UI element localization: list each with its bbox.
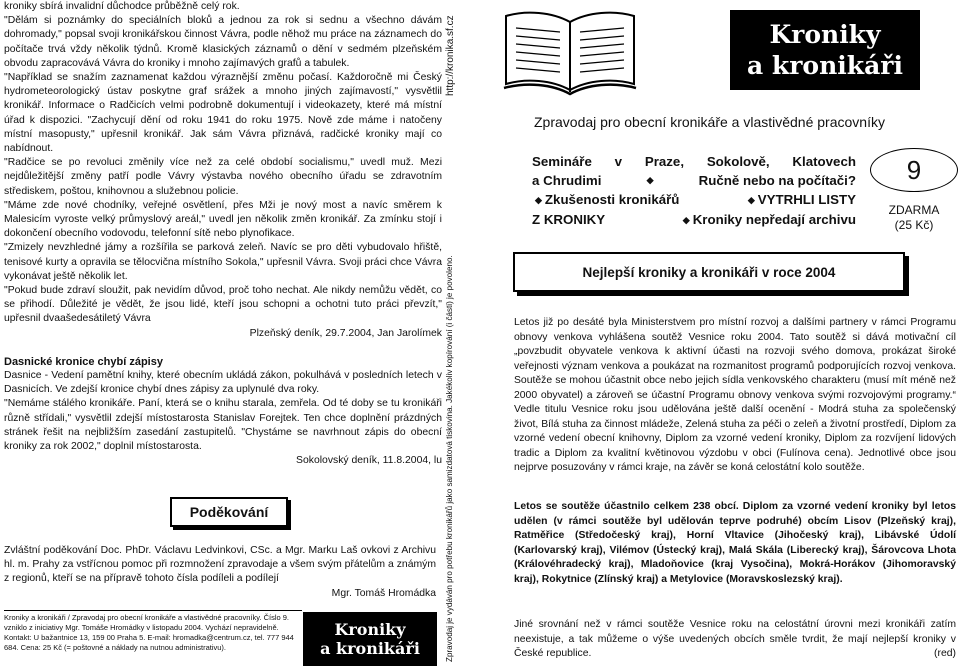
article-paragraph: "Zmizely nevzhledné jámy a rozšířila se parková zeleň. Navíc se pro děti vybudovalo hřiště, tenisové kurty a opravila se tělocvična místního Sokola," upřesnil Vávra. Svoji práci chce Vávra vykonávat ještě několik let.: [4, 242, 442, 282]
price-free: ZDARMA: [888, 203, 940, 217]
article-signature: (red): [934, 648, 956, 659]
article-paragraph: "Máme zde nové chodníky, veřejné osvětlení, přes Mži je nový most a navíc směrem k Malesicím vyroste velký průmyslový areál," uvedl jen několik změn kronikář. Za zmínku stojí i dokončení obecního vodovodu, telefonní sítě nebo plynofikace.: [4, 199, 442, 240]
open-book-icon: [500, 4, 640, 100]
article-paragraph: [514, 618, 956, 662]
topic-text: Sokolově,: [706, 154, 770, 169]
topic-text: v: [614, 154, 623, 169]
article-paragraph: Dasnice - Vedení pamětní knihy, které obecním ukládá zákon, pokulhává v posledních letech v Dasnicích. Ve zdejší kronice chybí dnes zápisy za uplynulé dva roky.: [4, 370, 442, 396]
article-text: Jiné srovnání než v rámci soutěže Vesnice roku na celostátní úrovni mezi kronikáři zatím neexistuje, a tak můžeme o výše uvedených obcích směle tvrdit, že mají nejlepší kroniky v České republice.: [514, 619, 956, 659]
article-paragraph: "Radčice se po revoluci změnily více než za celé období socialismu," uvedl muž. Mezi nejdůležitější změny patří podle Vávry výstavba nového obecního úřadu se zdravotním střediskem, poštou, knihovnou a služebnou policie.: [4, 157, 442, 197]
masthead-logo: [730, 10, 920, 90]
contents-row: [532, 171, 856, 190]
masthead-subtitle: Zpravodaj pro obecní kronikáře a vlastivědné pracovníky: [534, 114, 885, 130]
topic-text: Klatovech: [792, 154, 856, 169]
small-logo-line1: Kroniky: [334, 620, 406, 639]
thanks-section: [4, 544, 436, 601]
website-url: http://kronika.sf.cz: [445, 15, 456, 96]
topic-text: Praze,: [644, 154, 685, 169]
issue-number-text: 9: [906, 154, 922, 185]
logo-line1: Kroniky: [769, 20, 881, 49]
section-title: Dasnické kronice chybí zápisy: [4, 355, 163, 368]
price-label: [870, 203, 958, 233]
thanks-text: Zvláštní poděkování Doc. PhDr. Václavu Ledvinkovi, CSc. a Mgr. Marku Laš ovkovi z Archivu hl. m. Prahy za vstřícnou pomoc při rozmnožení zpravodaje a všem svým přátelům a známým z regionů, kteří se na přípravě tohoto čísla podíleli a podílejí: [4, 545, 436, 585]
article-intro: kroniky sbírá invalidní důchodce průběžně celý rok.: [4, 1, 240, 12]
article-paragraph: "Pokud bude zdraví sloužit, pak nevidím důvod, proč toho nechat. Ale nikdy nemůžu vědět, co se přihodí. Důležité je vědět, že jsou lidé, kteří jsou schopni a ochotni tuto práci převzít," upřesnil dvaašedesátiletý Vávra: [4, 285, 442, 325]
article-paragraph: "Nemáme stálého kronikáře. Paní, která se o knihu starala, zemřela. Od té doby se tu kronikáři různě střídali," vysvětlil zdejší místostarosta Stanislav Forejtek. Ten chce doplnění prázdných stránek řešit na nejbližším zasedání zastupitelů. "Chystáme se navrhnout zápis do obecní kroniky za rok 2002," doplnil místostarosta.: [4, 398, 442, 453]
topic-text: Z KRONIKY: [532, 211, 606, 227]
contents-row: [532, 210, 856, 230]
logo-line2: a kronikáři: [747, 51, 903, 80]
headline: Nejlepší kroniky a kronikáři v roce 2004: [582, 264, 836, 280]
topic-text: Semináře: [532, 154, 592, 169]
contents-list: [532, 152, 856, 230]
topic-text: Ručně nebo na počítači?: [698, 173, 856, 188]
article-paragraph: "Dělám si poznámky do speciálních bloků a jednou za rok si sednu a všechno dávám dohromady," popsal svoji kronikářskou činnost Vávra, podle něhož mu práce na záznamech do počítače trvá vždy několik týdnů. Kromě klasických záznamů o dění v sedmém plzeňském obvodu zapracovává Vávra do kroniky i mnoho zajímavých grafů a tabulek.: [4, 15, 442, 69]
diamond-bullet-icon: ◆: [682, 214, 690, 225]
small-logo-line2: a kronikáři: [320, 639, 420, 658]
article-paragraph: Letos již po desáté byla Ministerstvem pro místní rozvoj a dalšími partnery v rámci Programu obnovy venkova vyhlášena soutěž Vesnice roku 2004. Tato soutěž si dává motivační cíl „povzbudit obyvatele venkova k aktivní účasti na rozvoji svého domova, prokázat široké veřejnosti význam venkova a poukázat na rozmanitost programů podporujících rozvoj venkova. Soutěže se mohou účastnit obce nebo jejich sídla venkovského charakteru (musí mít méně než 2000 obyvatel) a zároveň se účastní Programu obnovy venkova svými rozvojovými programy.“ Vedle titulu Vesnice roku jsou udělována ještě další ocenění - Modrá stuha za společenský život, Bílá stuha za činnost mládeže, Zelená stuha za péči o zeleň a životní prostředí, Diplom za vzorné vedení obecní knihovny, Diplom za vzorné vedení kroniky, Diplom za rozvíjení lidových tradic a Diplom za kvalitní květinovou výzdobu v obci (Fulínova cena). Jednotlivé obce jsou nejprve posuzovány v rámci kraje, na závěr se koná celostátní kolo soutěže.: [514, 317, 956, 473]
headline-box: [513, 252, 905, 292]
issue-number: [870, 148, 958, 192]
article-paragraph: "Například se snažím zaznamenat každou výraznější změnu počasí. Každoročně mi Český hydrometeorologický ústav poskytne graf srážek a mnoho jiných zajímavostí," vysvětlil kronikář. Informace o Radčicích velmi podrobně dokumentují i videokazety, které má místní úřad k dispozici. "Zachycují dění od roku 1941 do roku 1975. Nově zde máme i natočeny místní masopusty," upřesnil kronikář. Jak sám Vávra přiznává, radčické kroniky mají co nabídnout.: [4, 72, 442, 155]
article-paragraph: Letos se soutěže účastnilo celkem 238 obcí. Diplom za vzorné vedení kroniky byl letos udělen (v rámci soutěže byl udělován teprve podruhé) obcím Lisov (Plzeňský kraj), Ratměřice (Středočeský kraj), Horní Vltavice (Jihočeský kraj), Libávské Údolí (Karlovarský kraj), Vilémov (Ústecký kraj), Malá Skála (Liberecký kraj), Šárovcova Lhota (Královéhradecký kraj), Mladoňovice (kraj Vysočina), Mokrá-Horákov (Jihomoravský kraj), Rokytnice (Zlínský kraj) a Metylovice (Moravskoslezský kraj).: [514, 501, 956, 585]
article-source: Plzeňský deník, 29.7.2004, Jan Jarolímek: [249, 327, 442, 339]
diamond-bullet-icon: ◆: [646, 175, 654, 185]
vertical-strip: [442, 0, 462, 671]
legal-notice: Zpravodaj je vydáván pro potřebu kronikářů jako samizdatová tiskovina. Jakékoliv kopírování (i části) je povoleno.: [445, 255, 454, 662]
diamond-bullet-icon: ◆: [535, 194, 542, 205]
thanks-title: Poděkování: [189, 504, 269, 520]
article-source: Sokolovský deník, 11.8.2004, lu: [296, 455, 442, 467]
diamond-bullet-icon: ◆: [747, 194, 755, 205]
price-value: (25 Kč): [894, 218, 934, 232]
imprint: [4, 610, 304, 653]
thanks-signature: Mgr. Tomáš Hromádka: [331, 587, 436, 599]
topic-text: a Chrudimi: [532, 173, 602, 188]
topic-text: VYTRHLI LISTY: [757, 192, 856, 207]
right-column: [466, 0, 960, 671]
imprint-text: Kroniky a kronikáři / Zpravodaj pro obecní kronikáře a vlastivědné pracovníky. Číslo 9. vzniklo z iniciativy Mgr. Tomáše Hromádky v listopadu 2004. Vychází nepravidelně. Kontakt: U bažantnice 13, 159 00 Praha 5. E-mail: hromadka@centrum.cz, tel. 777 944 684. Cena: 25 Kč (= poštovné a náklady na nutnou administrativu).: [4, 613, 294, 652]
topic-text: Kroniky nepředají archivu: [692, 211, 856, 227]
topic-text: Zkušenosti kronikářů: [544, 192, 680, 207]
small-logo: [303, 612, 437, 666]
imprint-divider: [4, 610, 302, 611]
contents-row: [532, 152, 856, 171]
contents-row: [532, 190, 856, 210]
thanks-title-box: [170, 497, 288, 527]
